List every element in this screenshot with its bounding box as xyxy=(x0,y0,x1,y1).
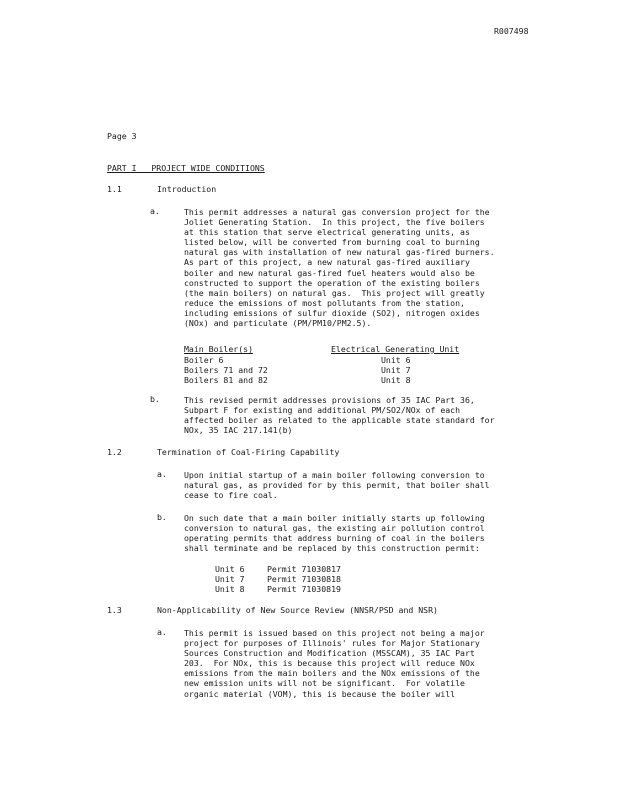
paragraph-line: new emission units will not be significant. For volatile xyxy=(184,678,465,689)
paragraph-line: Subpart F for existing and additional PM/SO2/NOx of each xyxy=(184,405,461,416)
paragraph-line: including emissions of sulfur dioxide (SO2), nitrogen oxides xyxy=(184,307,480,318)
paragraph-line: Upon initial startup of a main boiler following conversion to xyxy=(184,470,485,480)
paragraph-line: shall terminate and be replaced by this construction permit: xyxy=(184,543,480,554)
table-row xyxy=(184,376,484,386)
s1-3a-paragraph xyxy=(184,628,485,699)
paragraph-line: project for purposes of Illinois' rules for Major Stationary xyxy=(184,638,480,649)
boiler-table-rows xyxy=(184,356,484,386)
s1-1a-label: a. xyxy=(150,206,160,216)
boiler-table-header-left: Main Boiler(s) xyxy=(184,344,254,354)
permit-unit: Unit 6 xyxy=(215,564,245,574)
paragraph-line: This revised permit addresses provisions of 35 IAC Part 36, xyxy=(184,395,475,405)
s1-2b-label: b. xyxy=(157,512,167,522)
s1-3a-label: a. xyxy=(157,627,167,637)
boiler-name: Boiler 6 xyxy=(184,355,224,365)
unit-name: Unit 8 xyxy=(381,375,411,385)
paragraph-line: On such date that a main boiler initially starts up following xyxy=(184,513,485,523)
paragraph-line: conversion to natural gas, the existing air pollution control xyxy=(184,523,485,534)
s1-3-title: Non-Applicability of New Source Review (NNSR/PSD and NSR) xyxy=(157,605,438,615)
section-heading: PART I PROJECT WIDE CONDITIONS xyxy=(107,163,265,173)
s1-1b-paragraph xyxy=(184,395,495,435)
paragraph-line: boiler and new natural gas-fired fuel heaters would also be xyxy=(184,267,475,278)
permit-list xyxy=(215,565,475,595)
list-item xyxy=(215,585,475,595)
list-item xyxy=(215,565,475,575)
s1-2b-paragraph xyxy=(184,513,485,553)
s1-1-title: Introduction xyxy=(157,184,217,194)
unit-name: Unit 7 xyxy=(381,365,411,375)
page-label: Page 3 xyxy=(107,131,137,141)
s1-1a-paragraph xyxy=(184,207,495,328)
paragraph-line: reduce the emissions of most pollutants from the station, xyxy=(184,297,465,308)
s1-2-number: 1.2 xyxy=(107,447,122,457)
permit-number: Permit 71030817 xyxy=(267,564,341,574)
paragraph-line: cease to fire coal. xyxy=(184,490,278,501)
paragraph-line: organic material (VOM), this is because the boiler will xyxy=(184,688,456,699)
paragraph-line: 203. For NOx, this is because this project will reduce NOx xyxy=(184,658,475,669)
s1-1b-label: b. xyxy=(150,394,160,404)
boiler-name: Boilers 71 and 72 xyxy=(184,365,268,375)
paragraph-line: Joliet Generating Station. In this project, the five boilers xyxy=(184,217,485,228)
permit-unit: Unit 7 xyxy=(215,574,245,584)
paragraph-line: constructed to support the operation of the existing boilers xyxy=(184,277,480,288)
s1-3-number: 1.3 xyxy=(107,605,122,615)
unit-name: Unit 6 xyxy=(381,355,411,365)
permit-unit: Unit 8 xyxy=(215,584,245,594)
paragraph-line: affected boiler as related to the applicable state standard for xyxy=(184,415,495,426)
paragraph-line: (the main boilers) on natural gas. This project will greatly xyxy=(184,287,485,298)
paragraph-line: natural gas with installation of new natural gas-fired burners. xyxy=(184,247,495,258)
permit-number: Permit 71030819 xyxy=(267,584,341,594)
s1-2-title: Termination of Coal-Firing Capability xyxy=(157,447,340,457)
paragraph-line: This permit is issued based on this project not being a major xyxy=(184,628,485,638)
s1-2a-paragraph xyxy=(184,470,490,500)
paragraph-line: NOx, 35 IAC 217.141(b) xyxy=(184,425,293,436)
list-item xyxy=(215,575,475,585)
paragraph-line: at this station that serve electrical generating units, as xyxy=(184,227,470,238)
permit-number: Permit 71030818 xyxy=(267,574,341,584)
paragraph-line: emissions from the main boilers and the NOx emissions of the xyxy=(184,668,480,679)
paragraph-line: This permit addresses a natural gas conversion project for the xyxy=(184,207,490,217)
boiler-name: Boilers 81 and 82 xyxy=(184,375,268,385)
paragraph-line: Sources Construction and Modification (MSSCAM), 35 IAC Part xyxy=(184,648,475,659)
paragraph-line: listed below, will be converted from burning coal to burning xyxy=(184,237,480,248)
s1-1-number: 1.1 xyxy=(107,184,122,194)
paragraph-line: operating permits that address burning of coal in the boilers xyxy=(184,533,485,544)
s1-2a-label: a. xyxy=(157,469,167,479)
document-id: R007498 xyxy=(494,26,529,36)
paragraph-line: (NOx) and particulate (PM/PM10/PM2.5). xyxy=(184,318,372,329)
paragraph-line: natural gas, as provided for by this permit, that boiler shall xyxy=(184,480,490,491)
paragraph-line: As part of this project, a new natural gas-fired auxiliary xyxy=(184,257,470,268)
boiler-table-header-right: Electrical Generating Unit xyxy=(331,344,460,354)
